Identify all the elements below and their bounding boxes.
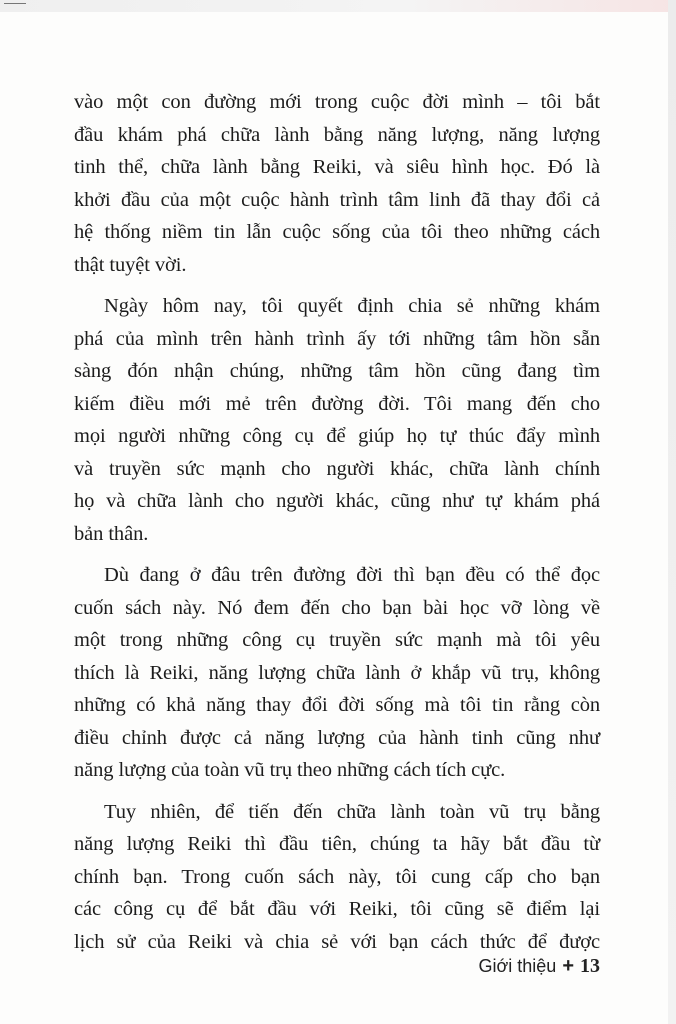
paragraph-1: [74, 86, 600, 281]
text-line: thật tuyệt vời.: [74, 253, 187, 276]
text-line: cuốn sách này. Nó đem đến cho bạn bài học vỡ lòng về: [74, 596, 600, 619]
text-line: đầu khám phá chữa lành bằng năng lượng, năng lượng: [74, 123, 600, 146]
paragraph-2: [74, 290, 600, 550]
paragraph-3: [74, 559, 600, 787]
page-footer: [478, 955, 600, 978]
corner-mark: [4, 3, 26, 4]
paragraph-4: [74, 796, 600, 959]
text-line: hệ thống niềm tin lẫn cuộc sống của tôi theo những cách: [74, 221, 600, 243]
running-footer-title: Giới thiệu: [478, 956, 557, 976]
plus-icon: +: [562, 955, 574, 977]
text-line: phá của mình trên hành trình ấy tới những tâm hồn sẵn: [74, 327, 600, 350]
text-line: bản thân.: [74, 522, 149, 545]
text-line: họ và chữa lành cho người khác, cũng như tự khám phá: [74, 490, 600, 512]
text-line: các công cụ để bắt đầu với Reiki, tôi cũng sẽ điểm lại: [74, 898, 600, 920]
text-line: Ngày hôm nay, tôi quyết định chia sẻ những khám: [104, 295, 600, 317]
text-line: điều chỉnh được cả năng lượng của hành tinh cũng như: [74, 726, 600, 749]
text-line: và truyền sức mạnh cho người khác, chữa lành chính: [74, 457, 600, 480]
page-number: 13: [580, 955, 600, 977]
text-line: một trong những công cụ truyền sức mạnh mà tôi yêu: [74, 629, 600, 651]
text-line: thích là Reiki, năng lượng chữa lành ở khắp vũ trụ, không: [74, 661, 600, 684]
text-line: năng lượng của toàn vũ trụ theo những cách tích cực.: [74, 759, 506, 781]
text-line: năng lượng Reiki thì đầu tiên, chúng ta hãy bắt đầu từ: [74, 833, 600, 855]
text-line: khởi đầu của một cuộc hành trình tâm linh đã thay đổi cả: [74, 188, 600, 211]
body-text: [74, 86, 600, 967]
text-line: Dù đang ở đâu trên đường đời thì bạn đều có thể đọc: [104, 564, 600, 586]
text-line: Tuy nhiên, để tiến đến chữa lành toàn vũ trụ bằng: [104, 800, 600, 823]
text-line: sàng đón nhận chúng, những tâm hồn cũng đang tìm: [74, 360, 600, 382]
page-top-edge: [0, 0, 676, 12]
text-line: vào một con đường mới trong cuộc đời mình – tôi bắt: [74, 91, 600, 113]
text-line: những có khả năng thay đổi đời sống mà tôi tin rằng còn: [74, 694, 600, 716]
text-line: kiếm điều mới mẻ trên đường đời. Tôi mang đến cho: [74, 392, 600, 415]
text-line: chính bạn. Trong cuốn sách này, tôi cung cấp cho bạn: [74, 865, 600, 888]
page-right-edge: [668, 0, 676, 1024]
text-line: tinh thể, chữa lành bằng Reiki, và siêu hình học. Đó là: [74, 156, 600, 178]
text-line: lịch sử của Reiki và chia sẻ với bạn cách thức để được: [74, 930, 600, 953]
text-line: mọi người những công cụ để giúp họ tự thúc đẩy mình: [74, 425, 600, 447]
